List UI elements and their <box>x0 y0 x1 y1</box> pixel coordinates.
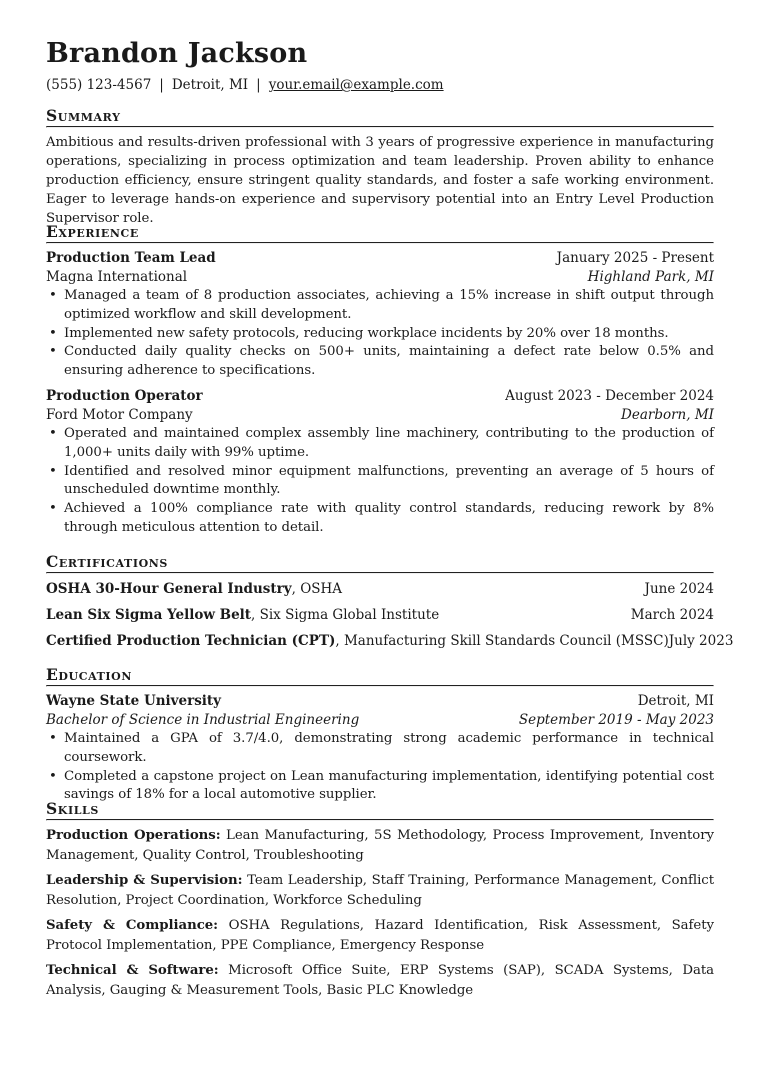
job-bullets <box>46 425 714 538</box>
bullet-item: • Operated and maintained complex assembly line machinery, contributing to the production of 1,000+ units daily with 99% uptime. <box>49 425 714 460</box>
job-role: Production Operator <box>46 387 203 404</box>
bullet-icon: • <box>49 463 57 479</box>
location: Detroit, MI <box>171 77 249 93</box>
section-divider <box>46 126 714 128</box>
job-location: Highland Park, MI <box>587 269 714 285</box>
separator: | <box>256 77 261 93</box>
skill-list: OSHA Regulations, Hazard Identification, Risk Assessment, Safety Protocol Implementation, PPE Compliance, Emergency Response <box>46 918 714 953</box>
bullet-item: • Completed a capstone project on Lean manufacturing implementation, identifying potential cost savings of 18% for a local automotive supplier. <box>49 768 714 803</box>
job-bullets <box>46 287 714 381</box>
education-dates: September 2019 - May 2023 <box>518 712 714 728</box>
cert-date: June 2024 <box>644 581 714 597</box>
cert-name: Certified Production Technician (CPT) <box>46 633 336 649</box>
certification-row <box>46 602 714 628</box>
school-name: Wayne State University <box>46 693 222 709</box>
section-title: Summary <box>46 106 121 125</box>
section-divider <box>46 572 714 574</box>
skill-list: Lean Manufacturing, 5S Methodology, Process Improvement, Inventory Management, Quality Control, Troubleshooting <box>46 828 715 863</box>
summary-text: Ambitious and results-driven professional with 3 years of progressive experience in manufacturing operations, specializing in process optimization and team leadership. Proven ability to enhance production efficiency, ensure stringent quality standards, and foster a safe working environment. Eager to leverage hands-on experience and supervisory potential into an Entry Level Production Supervisor role. <box>46 135 714 226</box>
skill-list: Team Leadership, Staff Training, Performance Management, Conflict Resolution, Project Coordination, Workforce Scheduling <box>46 873 714 908</box>
cert-issuer: , Six Sigma Global Institute <box>251 607 440 623</box>
skill-group <box>46 961 714 1000</box>
section-title: Certifications <box>46 552 168 571</box>
section-divider <box>46 685 714 687</box>
section-title: Education <box>46 665 133 684</box>
section-title: Skills <box>46 799 99 818</box>
bullet-icon: • <box>49 344 57 360</box>
job-role: Production Team Lead <box>46 250 216 266</box>
bullet-item: • Achieved a 100% compliance rate with quality control standards, reducing rework by 8% through meticulous attention to detail. <box>49 501 714 535</box>
cert-date: March 2024 <box>630 607 714 623</box>
job-dates: August 2023 - December 2024 <box>505 387 714 404</box>
skill-label: Technical & Software: <box>46 963 219 978</box>
bullet-icon: • <box>49 501 57 517</box>
job-location: Dearborn, MI <box>621 406 714 423</box>
experience-section <box>46 222 714 538</box>
job-company: Ford Motor Company <box>46 406 193 423</box>
job-company: Magna International <box>46 269 188 285</box>
job-entry <box>46 387 714 538</box>
certification-row <box>46 628 734 654</box>
summary-section <box>46 106 714 228</box>
skill-group <box>46 916 714 955</box>
cert-name: Lean Six Sigma Yellow Belt <box>46 607 252 623</box>
bullet-item: • Maintained a GPA of 3.7/4.0, demonstrating strong academic performance in technical coursework. <box>49 731 714 765</box>
bullet-item: • Implemented new safety protocols, reducing workplace incidents by 20% over 18 months. <box>46 325 714 344</box>
cert-date: July 2023 <box>668 633 734 649</box>
bullet-icon: • <box>49 288 57 303</box>
phone-number: (555) 123-4567 <box>46 77 152 93</box>
separator: | <box>159 77 164 93</box>
education-bullets <box>46 730 714 805</box>
email-link[interactable]: your.email@example.com <box>268 77 444 93</box>
skill-group <box>46 871 714 910</box>
section-divider <box>46 242 714 244</box>
skill-label: Production Operations: <box>46 828 221 843</box>
cert-issuer: , OSHA <box>291 581 343 597</box>
cert-issuer: , Manufacturing Skill Standards Council (MSSC) <box>335 633 669 649</box>
skill-list: Microsoft Office Suite, ERP Systems (SAP), SCADA Systems, Data Analysis, Gauging & Measurement Tools, Basic PLC Knowledge <box>46 963 714 998</box>
certification-row <box>46 576 714 602</box>
section-divider <box>46 819 714 821</box>
school-location: Detroit, MI <box>637 693 714 709</box>
job-entry <box>46 249 714 381</box>
skill-label: Safety & Compliance: <box>46 918 219 933</box>
bullet-icon: • <box>49 325 57 341</box>
bullet-icon: • <box>49 425 57 441</box>
skills-section <box>46 799 714 1000</box>
skill-group <box>46 826 714 865</box>
education-section <box>46 665 714 805</box>
bullet-item: • Managed a team of 8 production associates, achieving a 15% increase in shift output through optimized workflow and skill development. <box>49 288 714 322</box>
bullet-icon: • <box>49 768 57 784</box>
degree: Bachelor of Science in Industrial Engineering <box>46 712 360 728</box>
job-dates: January 2025 - Present <box>556 250 714 266</box>
section-title: Experience <box>46 222 139 241</box>
skill-label: Leadership & Supervision: <box>46 873 243 888</box>
certifications-section <box>46 552 734 654</box>
bullet-item: • Identified and resolved minor equipment malfunctions, preventing an average of 5 hours of unscheduled downtime monthly. <box>49 463 714 498</box>
bullet-icon: • <box>49 731 57 746</box>
bullet-item: • Conducted daily quality checks on 500+ units, maintaining a defect rate below 0.5% and ensuring adherence to specifications. <box>49 344 714 379</box>
cert-name: OSHA 30-Hour General Industry <box>46 581 292 597</box>
candidate-name: Brandon Jackson <box>46 38 308 69</box>
contact-line <box>46 77 444 93</box>
